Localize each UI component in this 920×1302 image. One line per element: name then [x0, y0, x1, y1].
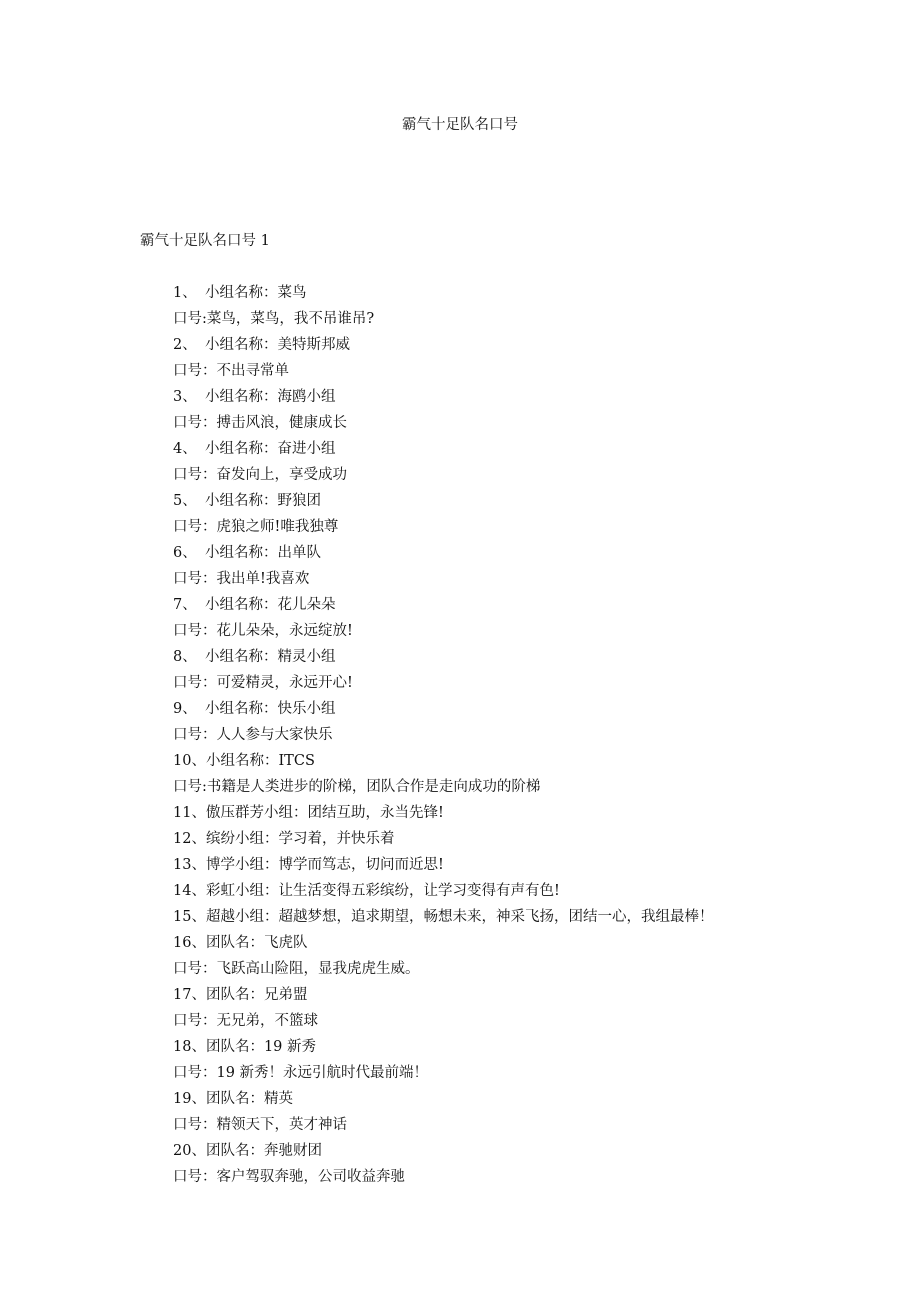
- list-item: [173, 1063, 893, 1089]
- item-number: 5、: [173, 493, 197, 509]
- list-item: [173, 751, 893, 777]
- list-item: [173, 1037, 893, 1063]
- slogan-text: 口号：可爱精灵，永远开心!: [173, 675, 353, 691]
- slogan-text: 口号：人人参与大家快乐: [173, 727, 333, 743]
- list-item: [173, 1167, 893, 1193]
- item-text: 小组名称：野狼团: [205, 493, 321, 509]
- list-item: [173, 361, 893, 387]
- slogan-list: [173, 283, 893, 1193]
- slogan-text: 口号：无兄弟，不篮球: [173, 1013, 318, 1029]
- item-text: 团队名：精英: [205, 1091, 293, 1107]
- list-item: [173, 855, 893, 881]
- item-number: 1、: [173, 285, 197, 301]
- list-item: [173, 309, 893, 335]
- slogan-text: 口号:菜鸟，菜鸟，我不吊谁吊?: [173, 311, 375, 327]
- item-text: 小组名称：花儿朵朵: [205, 597, 336, 613]
- list-item: [173, 803, 893, 829]
- item-text: 超越小组：超越梦想，追求期望，畅想未来，神采飞扬，团结一心，我组最棒！: [205, 909, 714, 925]
- slogan-text: 口号：我出单!我喜欢: [173, 571, 310, 587]
- item-number: 11、: [173, 805, 206, 821]
- item-number: 4、: [173, 441, 197, 457]
- item-text: 小组名称：菜鸟: [205, 285, 307, 301]
- slogan-text: 口号:书籍是人类进步的阶梯，团队合作是走向成功的阶梯: [173, 779, 541, 795]
- list-item: [173, 543, 893, 569]
- list-item: [173, 725, 893, 751]
- item-number: 15、: [173, 909, 206, 925]
- item-text: 小组名称：海鸥小组: [205, 389, 336, 405]
- item-text: 小组名称：精灵小组: [205, 649, 336, 665]
- slogan-text: 口号：花儿朵朵，永远绽放!: [173, 623, 353, 639]
- item-number: 8、: [173, 649, 197, 665]
- list-item: [173, 1089, 893, 1115]
- item-number: 7、: [173, 597, 197, 613]
- item-number: 14、: [173, 883, 206, 899]
- list-item: [173, 335, 893, 361]
- item-text: 博学小组：博学而笃志，切问而近思!: [205, 857, 444, 873]
- list-item: [173, 933, 893, 959]
- item-number: 10、: [173, 753, 206, 769]
- item-number: 9、: [173, 701, 197, 717]
- slogan-text: 口号：搏击风浪，健康成长: [173, 415, 347, 431]
- list-item: [173, 387, 893, 413]
- section-heading: 霸气十足队名口号 1: [140, 233, 270, 249]
- list-item: [173, 491, 893, 517]
- slogan-text: 口号：客户驾驭奔驰，公司收益奔驰: [173, 1169, 405, 1185]
- list-item: [173, 1141, 893, 1167]
- slogan-text: 口号：19 新秀！永远引航时代最前端！: [173, 1065, 429, 1081]
- document-title: 霸气十足队名口号: [402, 117, 518, 133]
- item-text: 团队名：飞虎队: [205, 935, 308, 951]
- list-item: [173, 439, 893, 465]
- slogan-text: 口号：虎狼之师!唯我独尊: [173, 519, 339, 535]
- list-item: [173, 647, 893, 673]
- list-item: [173, 777, 893, 803]
- list-item: [173, 881, 893, 907]
- list-item: [173, 621, 893, 647]
- item-number: 18、: [173, 1039, 206, 1055]
- item-number: 17、: [173, 987, 206, 1003]
- list-item: [173, 985, 893, 1011]
- slogan-text: 口号：奋发向上，享受成功: [173, 467, 347, 483]
- list-item: [173, 673, 893, 699]
- list-item: [173, 1115, 893, 1141]
- item-text: 小组名称：奋进小组: [205, 441, 336, 457]
- item-number: 19、: [173, 1091, 206, 1107]
- list-item: [173, 569, 893, 595]
- list-item: [173, 283, 893, 309]
- slogan-text: 口号：不出寻常单: [173, 363, 289, 379]
- list-item: [173, 465, 893, 491]
- item-text: 缤纷小组：学习着，并快乐着: [205, 831, 395, 847]
- item-text: 傲压群芳小组：团结互助，永当先锋!: [205, 805, 444, 821]
- item-number: 2、: [173, 337, 197, 353]
- item-number: 16、: [173, 935, 206, 951]
- list-item: [173, 517, 893, 543]
- item-number: 6、: [173, 545, 197, 561]
- list-item: [173, 959, 893, 985]
- item-text: 团队名：19 新秀: [205, 1039, 317, 1055]
- list-item: [173, 1011, 893, 1037]
- item-number: 13、: [173, 857, 206, 873]
- item-text: 团队名：奔驰财团: [205, 1143, 322, 1159]
- item-text: 小组名称：美特斯邦威: [205, 337, 350, 353]
- item-text: 彩虹小组：让生活变得五彩缤纷，让学习变得有声有色!: [205, 883, 560, 899]
- list-item: [173, 595, 893, 621]
- item-number: 3、: [173, 389, 197, 405]
- item-text: 团队名：兄弟盟: [205, 987, 308, 1003]
- slogan-text: 口号：飞跃高山险阻，显我虎虎生威。: [173, 961, 420, 977]
- list-item: [173, 413, 893, 439]
- item-text: 小组名称：ITCS: [205, 753, 315, 769]
- slogan-text: 口号：精领天下，英才神话: [173, 1117, 347, 1133]
- list-item: [173, 829, 893, 855]
- list-item: [173, 699, 893, 725]
- item-number: 20、: [173, 1143, 206, 1159]
- item-number: 12、: [173, 831, 206, 847]
- item-text: 小组名称：快乐小组: [205, 701, 336, 717]
- list-item: [173, 907, 893, 933]
- item-text: 小组名称：出单队: [205, 545, 321, 561]
